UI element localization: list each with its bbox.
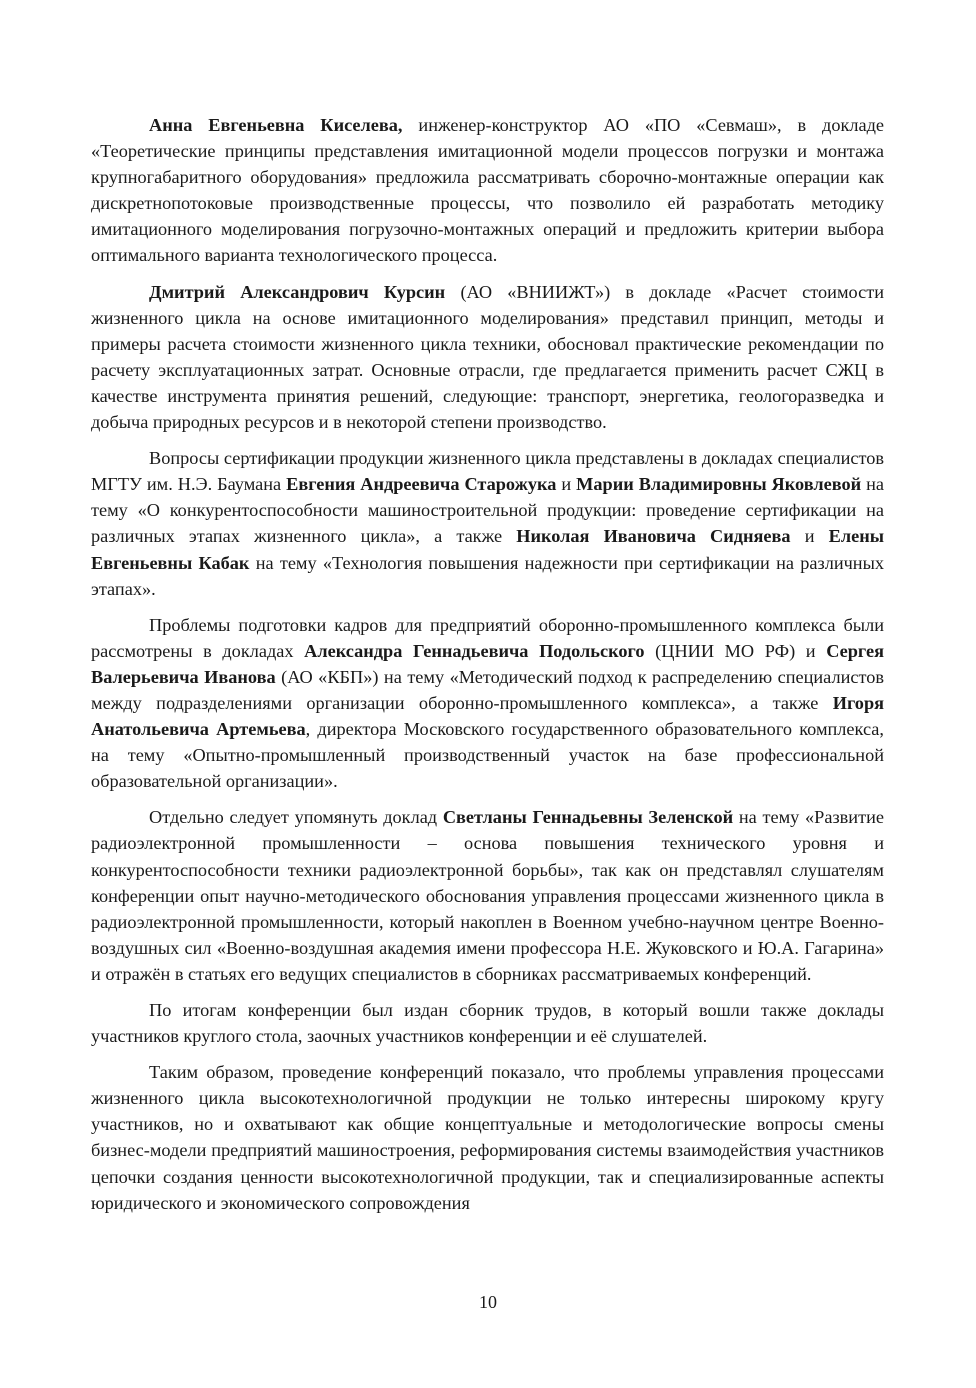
text-segment: на тему «Развитие радиоэлектронной промышленности – основа повышения технического уровня и конкурентоспособности техники радиоэлектронной борьбы», так как он представлял слушателям конференции опыт научно-методического обоснования управления процессами жизненного цикла в радиоэлектронной промышленности, который накоплен в Военном учебно-научном центре Военно-воздушных сил «Военно-воздушная академия имени профессора Н.Е. Жуковского и Ю.А. Гагарина» и отражён в статьях его ведущих специалистов в сборниках рассматриваемых конференций. [91,807,884,984]
text-segment: , директора Московского государственного образовательного комплекса, на тему «Опытно-промышленный производственный участок на базе профессиональной образовательной организации». [91,719,884,792]
body-text [91,112,884,1226]
author-name: Дмитрий Александрович Курсин [149,281,446,302]
paragraph [91,997,884,1049]
text-segment: и [790,526,829,547]
page-number: 10 [479,1292,497,1312]
paragraph [91,1059,884,1216]
text-segment: и [556,474,577,495]
author-name: Евгения Андреевича Старожука [286,474,557,495]
author-name: Светланы Геннадьевны Зеленской [442,807,734,828]
author-name: Марии Владимировны Яковлевой [576,474,862,495]
author-name: Николая Ивановича Сидняева [516,526,791,547]
text-segment: Проблемы подготовки кадров для предприятий оборонно-промышленного комплекса были рассмотрены в докладах [91,614,884,661]
text-segment: инженер-конструктор АО «ПО «Севмаш», в докладе «Теоретические принципы представления имитационной модели процессов погрузки и монтажа крупногабаритного оборудования» предложила рассматривать сборочно-монтажные операции как дискретнопотоковые производственные процессы, что позволило ей разработать методику имитационного моделирования погрузочно-монтажных операций и предложить критерии выбора оптимального варианта технологического процесса. [91,115,884,266]
text-segment: на тему «Технология повышения надежности при сертификации на различных этапах». [91,552,884,599]
author-name: Елены Евгеньевны Кабак [91,526,884,573]
paragraph [91,279,884,436]
paragraph [91,445,884,602]
paragraph [91,612,884,795]
text-segment: Таким образом, проведение конференций показало, что проблемы управления процессами жизненного цикла высокотехнологичной продукции не только интересны широкому кругу участников, но и охватывают как общие концептуальные и методологические вопросы смены бизнес-модели предприятий машиностроения, реформирования системы взаимодействия участников цепочки создания ценности высокотехнологичной продукции, так и специализированные аспекты юридического и экономического сопровождения [91,1062,884,1213]
text-segment: Вопросы сертификации продукции жизненного цикла представлены в докладах специалистов МГТУ им. Н.Э. Баумана [91,448,884,495]
text-segment: на тему «О конкурентоспособности машиностроительной продукции: проведение сертификации на различных этапах жизненного цикла», а также [91,474,885,547]
author-name: Сергея Валерьевича Иванова [91,640,884,687]
text-segment: (ЦНИИ МО РФ) и [644,640,827,661]
text-segment: По итогам конференции был издан сборник трудов, в который вошли также доклады участников круглого стола, заочных участников конференции и её слушателей. [91,1000,884,1047]
text-segment: Отдельно следует упомянуть доклад [149,807,443,828]
paragraph [91,804,884,987]
author-name: Анна Евгеньевна Киселева, [149,115,403,135]
author-name: Игоря Анатольевича Артемьева [91,692,884,740]
text-segment: (АО «КБП») на тему «Методический подход к распределению специалистов между подразделениями организации оборонно-промышленного комплекса», а также [91,666,884,713]
author-name: Александра Геннадьевича Подольского [304,640,645,661]
paragraph [91,112,884,269]
text-segment: (АО «ВНИИЖТ») в докладе «Расчет стоимости жизненного цикла на основе имитационного моделирования» представил принцип, методы и примеры расчета стоимости жизненного цикла техники, обосновал практические рекомендации по расчету эксплуатационных затрат. Основные отрасли, где предлагается применить расчет СЖЦ в качестве инструмента принятия решений, следующие: транспорт, энергетика, геологоразведка и добыча природных ресурсов и в некоторой степени производство. [91,281,884,433]
